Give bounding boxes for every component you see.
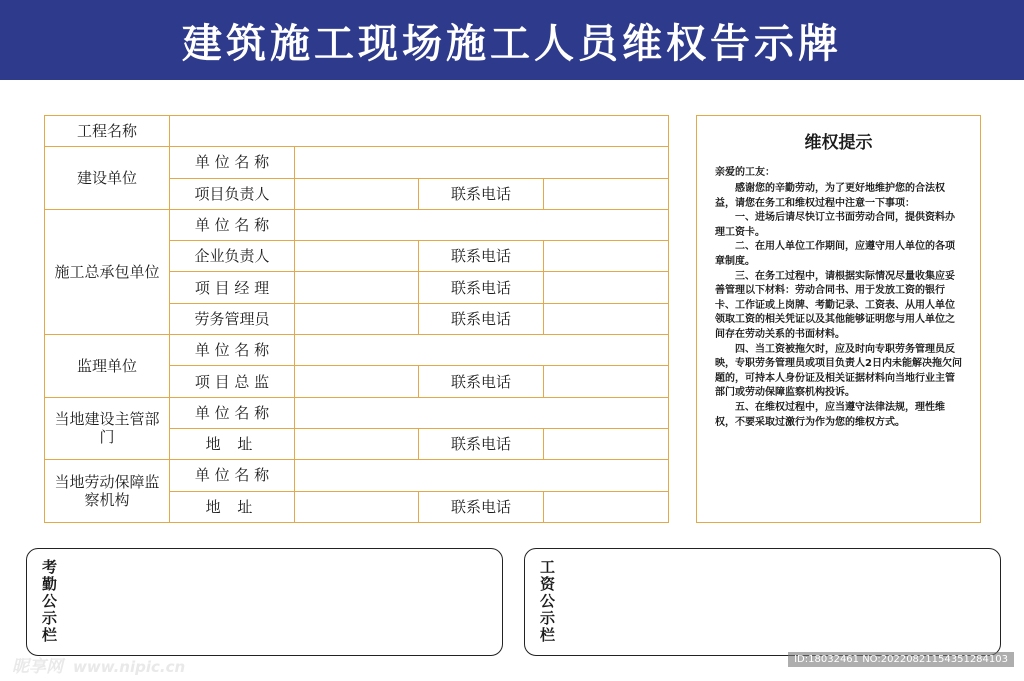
table-row (45, 335, 669, 366)
attendance-board (26, 548, 503, 656)
value-supervision-name[interactable] (295, 335, 669, 366)
value-address[interactable] (295, 428, 419, 459)
value-local-labor-name[interactable] (295, 460, 669, 491)
attendance-board-label: 考勤公示栏 (40, 559, 58, 644)
label-project-manager: 项 目 经 理 (170, 272, 295, 303)
tips-title: 维权提示 (804, 133, 873, 153)
value-enterprise-leader[interactable] (295, 241, 419, 272)
header-banner (0, 0, 1024, 80)
page-title: 建筑施工现场施工人员维权告示牌 (182, 20, 842, 67)
tips-paragraph: 二、在用人单位工作期间，应遵守用人单位的各项章制度。 (715, 241, 955, 267)
label-address: 地 址 (170, 428, 295, 459)
watermark-url: www.nipic.cn (73, 658, 186, 676)
label-build-unit: 建设单位 (45, 147, 170, 210)
tips-paragraph: 五、在维权过程中，应当遵守法律法规，理性维权，不要采取过激行为作为您的维权方式。 (715, 401, 945, 428)
label-unit-name: 单 位 名 称 (170, 460, 295, 491)
rights-tips-panel (696, 115, 981, 523)
label-unit-name: 单 位 名 称 (170, 147, 295, 178)
tips-paragraph: 四、当工资被拖欠时，应及时向专职劳务管理员反映，专职劳务管理员或项目负责人2日内未能解决拖欠问题的，可持本人身份证及相关证据材料向当地行业主管部门或劳动保障监察机构投诉。 (715, 343, 962, 399)
label-phone: 联系电话 (419, 428, 544, 459)
value-chief-supervisor[interactable] (295, 366, 419, 397)
table-row (45, 209, 669, 240)
label-unit-name: 单 位 名 称 (170, 209, 295, 240)
label-unit-name: 单 位 名 称 (170, 335, 295, 366)
label-phone: 联系电话 (419, 241, 544, 272)
project-info-table (44, 115, 669, 523)
watermark-brand: 昵享网 (12, 657, 63, 677)
label-phone: 联系电话 (419, 366, 544, 397)
image-id-bar: ID:18032461 NO:20220821154351284103 (788, 652, 1014, 667)
label-supervision: 监理单位 (45, 335, 170, 398)
label-project-name: 工程名称 (45, 116, 170, 147)
tips-paragraph: 感谢您的辛勤劳动，为了更好地维护您的合法权益，请您在务工和维权过程中注意一下事项： (715, 183, 945, 209)
label-enterprise-leader: 企业负责人 (170, 241, 295, 272)
label-phone: 联系电话 (419, 303, 544, 334)
label-local-labor: 当地劳动保障监察机构 (45, 460, 170, 523)
value-local-construction-name[interactable] (295, 397, 669, 428)
value-phone[interactable] (544, 366, 669, 397)
wage-board (524, 548, 1001, 656)
value-phone[interactable] (544, 303, 669, 334)
label-phone: 联系电话 (419, 272, 544, 303)
value-project-leader[interactable] (295, 178, 419, 209)
label-address: 地 址 (170, 491, 295, 522)
value-phone[interactable] (544, 178, 669, 209)
value-contractor-name[interactable] (295, 209, 669, 240)
value-phone[interactable] (544, 428, 669, 459)
label-local-construction: 当地建设主管部门 (45, 397, 170, 460)
label-project-leader: 项目负责人 (170, 178, 295, 209)
value-labor-manager[interactable] (295, 303, 419, 334)
table-row (45, 460, 669, 491)
label-phone: 联系电话 (419, 178, 544, 209)
value-build-unit-name[interactable] (295, 147, 669, 178)
label-chief-supervisor: 项 目 总 监 (170, 366, 295, 397)
value-address[interactable] (295, 491, 419, 522)
value-phone[interactable] (544, 491, 669, 522)
value-project-name[interactable] (170, 116, 669, 147)
wage-board-label: 工资公示栏 (538, 559, 556, 644)
tips-paragraph: 一、进场后请尽快订立书面劳动合同，提供资料办理工资卡。 (715, 212, 955, 238)
watermark (12, 652, 185, 677)
value-phone[interactable] (544, 241, 669, 272)
table-row (45, 147, 669, 178)
value-project-manager[interactable] (295, 272, 419, 303)
label-contractor: 施工总承包单位 (45, 209, 170, 334)
table-row (45, 397, 669, 428)
tips-paragraph: 三、在务工过程中，请根据实际情况尽量收集应妥善管理以下材料：劳动合同书、用于发放工资的银行卡、工作证或上岗牌、考勤记录、工资表、从用人单位领取工资的相关凭证以及其他能够证明您与用人单位之间存在劳动关系的书面材料。 (715, 270, 955, 340)
tips-greeting: 亲爱的工友： (715, 167, 775, 178)
value-phone[interactable] (544, 272, 669, 303)
label-labor-manager: 劳务管理员 (170, 303, 295, 334)
label-phone: 联系电话 (419, 491, 544, 522)
table-row (45, 116, 669, 147)
label-unit-name: 单 位 名 称 (170, 397, 295, 428)
